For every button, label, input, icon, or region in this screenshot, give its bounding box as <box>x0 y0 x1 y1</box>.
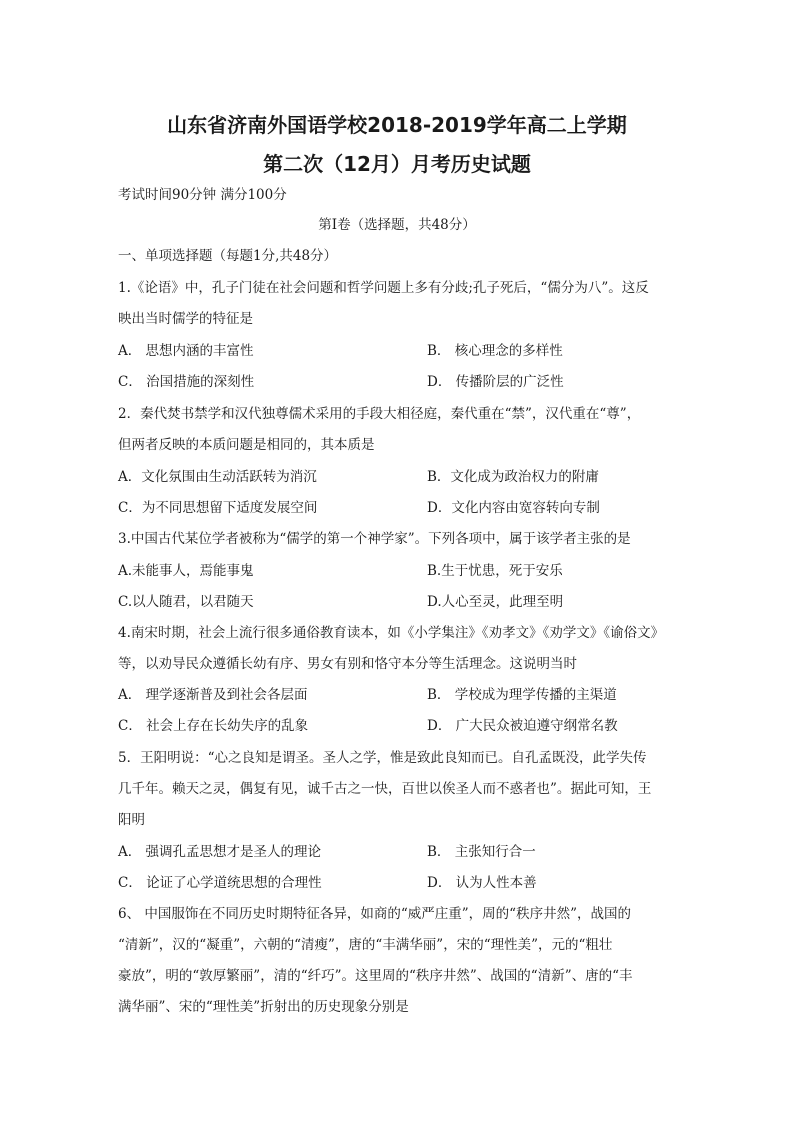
question-stem-line: 4.南宋时期，社会上流行很多通俗教育读本，如《小学集注》《劝孝文》《劝学文》《谕俗文》 <box>118 625 665 641</box>
option-c: C.以人随君，以君随天 <box>118 594 254 610</box>
option-c: C． 治国措施的深刻性 <box>118 374 255 390</box>
option-b: B． 主张知行合一 <box>427 844 536 860</box>
question-stem-line: 2．秦代焚书禁学和汉代独尊儒术采用的手段大相径庭，秦代重在“禁”，汉代重在“尊”， <box>118 406 641 422</box>
option-b: B.生于忧患，死于安乐 <box>427 563 563 579</box>
option-d: D． 传播阶层的广泛性 <box>427 374 564 390</box>
question-stem-line: 等，以劝导民众遵循长幼有序、男女有别和恪守本分等生活理念。这说明当时 <box>118 656 577 672</box>
question-stem-line: 3.中国古代某位学者被称为“儒学的第一个神学家”。下列各项中，属于该学者主张的是 <box>118 531 631 547</box>
question-stem-line: 5．王阳明说：“心之良知是谓圣。圣人之学，惟是致此良知而已。自孔孟既没，此学失传 <box>118 750 647 766</box>
question-stem-line: “清新”，汉的“凝重”，六朝的“清瘦”，唐的“丰满华丽”，宋的“理性美”，元的“粗壮 <box>118 937 613 953</box>
option-b: B． 学校成为理学传播的主渠道 <box>427 687 617 703</box>
exam-info: 考试时间90分钟 满分100分 <box>118 187 287 203</box>
option-c: C． 社会上存在长幼失序的乱象 <box>118 718 309 734</box>
option-a: A．文化氛围由生动活跃转为消沉 <box>118 469 317 485</box>
option-a: A． 思想内涵的丰富性 <box>118 343 254 359</box>
option-a: A． 理学逐渐普及到社会各层面 <box>118 687 308 703</box>
option-a: A． 强调孔孟思想才是圣人的理论 <box>118 844 322 860</box>
option-d: D．文化内容由宽容转向专制 <box>427 500 600 516</box>
section-heading: 一、单项选择题（每题1分,共48分） <box>118 248 338 264</box>
question-stem-line: 6、 中国服饰在不同历史时期特征各异，如商的“威严庄重”，周的“秩序井然”，战国的 <box>118 906 631 922</box>
exam-title-line2: 第二次（12月）月考历史试题 <box>263 152 531 176</box>
exam-title-line1: 山东省济南外国语学校2018-2019学年高二上学期 <box>167 113 627 137</box>
volume-heading: 第Ⅰ卷（选择题，共48分） <box>318 217 476 233</box>
question-stem-line: 但两者反映的本质问题是相同的，其本质是 <box>118 437 375 453</box>
question-stem-line: 映出当时儒学的特征是 <box>118 311 253 327</box>
option-c: C．为不同思想留下适度发展空间 <box>118 500 318 516</box>
option-b: B． 核心理念的多样性 <box>427 343 563 359</box>
question-stem-line: 满华丽”、宋的“理性美”折射出的历史现象分别是 <box>118 999 409 1015</box>
option-d: D． 认为人性本善 <box>427 875 537 891</box>
question-stem-line: 豪放”，明的“敦厚繁丽”，清的“纤巧”。这里周的“秩序井然”、战国的“清新”、唐的“丰 <box>118 968 633 984</box>
option-d: D.人心至灵，此理至明 <box>427 594 564 610</box>
question-stem-line: 阳明 <box>118 812 145 828</box>
question-stem-line: 1.《论语》中，孔子门徒在社会问题和哲学问题上多有分歧;孔子死后，“儒分为八”。这反 <box>118 280 649 296</box>
question-stem-line: 几千年。赖天之灵，偶复有见，诚千古之一快，百世以俟圣人而不惑者也”。据此可知，王 <box>118 781 652 797</box>
option-d: D． 广大民众被迫遵守纲常名教 <box>427 718 618 734</box>
option-a: A.未能事人，焉能事鬼 <box>118 563 254 579</box>
option-b: B．文化成为政治权力的附庸 <box>427 469 599 485</box>
option-c: C． 论证了心学道统思想的合理性 <box>118 875 322 891</box>
